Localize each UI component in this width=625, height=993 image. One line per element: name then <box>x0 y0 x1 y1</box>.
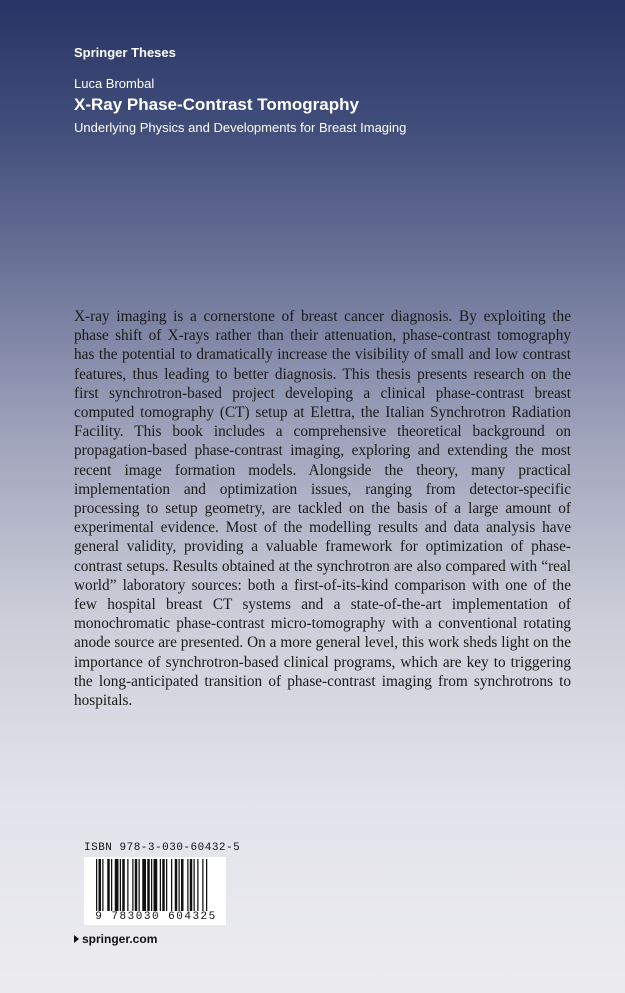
barcode-bar <box>197 859 198 911</box>
barcode-bar <box>179 859 180 911</box>
barcode-bar <box>181 859 184 911</box>
barcode-bar <box>154 859 158 911</box>
barcode-bar <box>151 859 152 911</box>
barcode-bar <box>206 859 207 911</box>
barcode-bar <box>166 859 167 911</box>
isbn-label: ISBN 978-3-030-60432-5 <box>84 842 241 854</box>
barcode-bar <box>120 859 121 911</box>
blurb-text: X-ray imaging is a cornerstone of breast cancer diagnosis. By exploiting the phase shift of X-rays rather than their attenuation, phase-contrast tomography has the potential to dramatically increase the visibility of small and low contrast features, thus leading to better diagnosis. This thesis presents research on the first synchrotron-based project developing a clinical phase-contrast breast computed tomography (CT) setup at Elettra, the Italian Synchrotron Radiation Facility. This book includes a comprehensive theoretical background on propagation-based phase-contrast imaging, exploring and extending the most recent image formation models. Alongside the theory, many practical implementation and optimization issues, ranging from detector-specific processing to setup geometry, are tackled on the basis of a large amount of experimental evidence. Most of the modelling results and data analysis have general validity, providing a valuable framework for optimization of phase-contrast setups. Results obtained at the synchrotron are also compared with “real world” laboratory sources: both a first-of-its-kind comparison with one of the few hospital breast CT systems and a state-of-the-art implementation of monochromatic phase-contrast micro-tomography with a conventional rotating anode source are presented. On a more general level, this work sheds light on the importance of synchrotron-based clinical programs, which are key to triggering the long-anticipated transition of phase-contrast imaging from synchrotrons to hospitals. <box>74 308 571 710</box>
series-name: Springer Theses <box>74 45 176 60</box>
barcode-bar <box>175 859 178 911</box>
barcode-bar <box>162 859 165 911</box>
barcode-bar <box>122 859 125 911</box>
barcode-bar <box>202 859 203 911</box>
website-link[interactable] <box>74 932 157 946</box>
book-subtitle: Underlying Physics and Developments for Breast Imaging <box>74 120 407 135</box>
barcode-bar <box>160 859 161 911</box>
book-title: X-Ray Phase-Contrast Tomography <box>74 95 359 114</box>
barcode-bar <box>111 859 112 911</box>
barcode-bar <box>132 859 133 911</box>
barcode-bar <box>107 859 110 911</box>
barcode-bar <box>127 859 128 911</box>
barcode-bar <box>147 859 150 911</box>
barcode-bar <box>171 859 172 911</box>
barcode-bar <box>142 859 146 911</box>
barcode-bar <box>99 859 102 911</box>
barcode-bar <box>190 859 193 911</box>
barcode-bar <box>115 859 119 911</box>
author-name: Luca Brombal <box>74 76 155 91</box>
barcode-bar <box>135 859 138 911</box>
barcode-bar <box>194 859 195 911</box>
barcode-bar <box>187 859 188 911</box>
barcode-bar <box>96 859 97 911</box>
barcode-digits: 9 783030 604325 <box>86 911 226 923</box>
website-label: springer.com <box>82 932 158 946</box>
triangle-right-icon <box>74 935 79 943</box>
barcode-bar <box>139 859 140 911</box>
barcode-bar <box>102 859 103 911</box>
